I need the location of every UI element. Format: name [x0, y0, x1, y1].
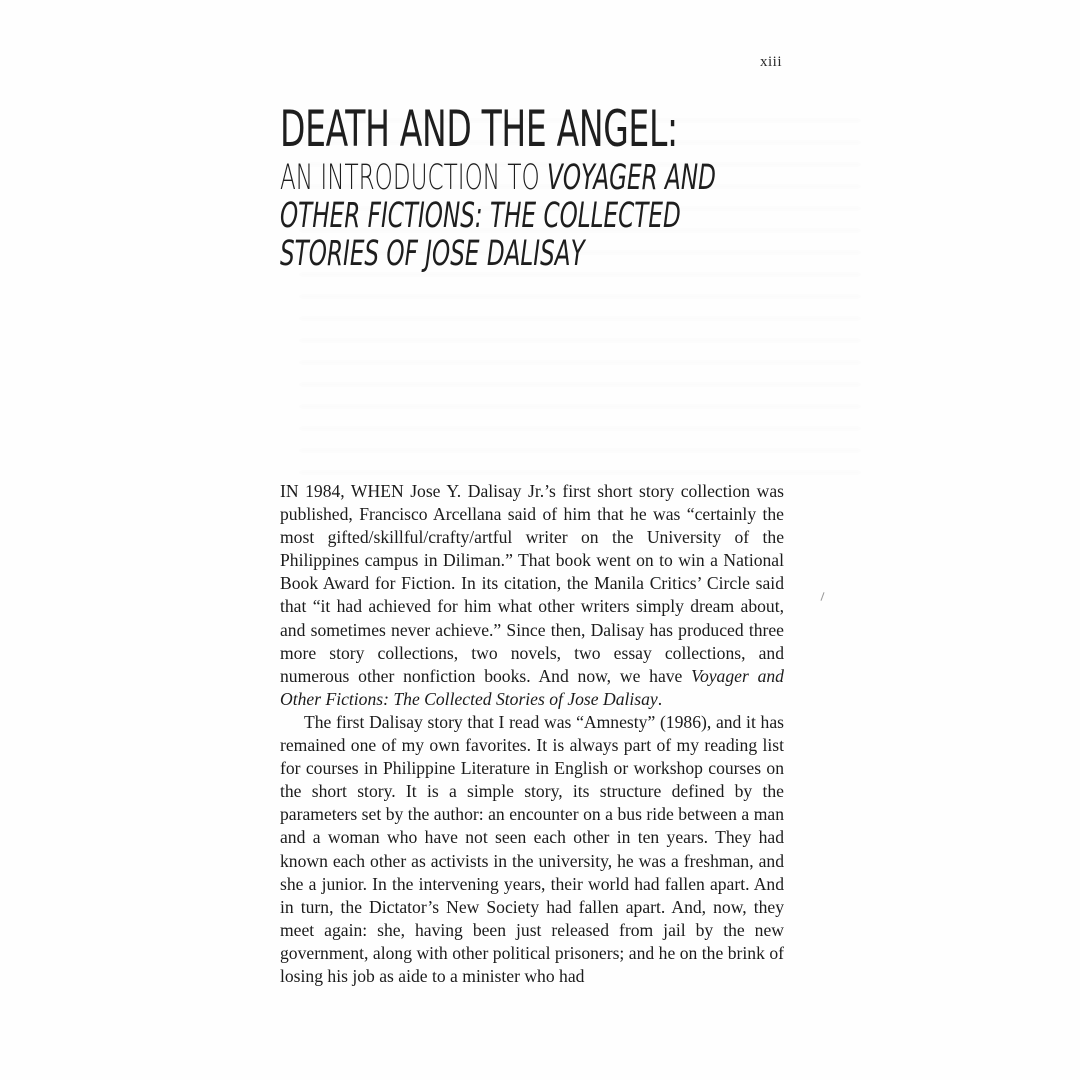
- paragraph-1-text: IN 1984, WHEN Jose Y. Dalisay Jr.’s first short story collection was published, Francisco Arcellana said of him that he was “certainly the most gifted/skillful/crafty/artful writer on the University of the Philippines campus in Diliman.” That book went on to win a National Book Award for Fiction. In its citation, the Manila Critics’ Circle said that “it had achieved for him what other writers simply dream about, and sometimes never achieve.” Since then, Dalisay has produced three more story collections, two novels, two essay collections, and numerous other nonfiction books. And now, we have: [280, 481, 784, 686]
- book-title-italic: Voyager and Other Fictions: The Collected Stories of Jose Dalisay: [280, 665, 784, 709]
- page-number: xiii: [760, 54, 783, 70]
- paragraph-2: The first Dalisay story that I read was “Amnesty” (1986), and it has remained one of my own favorites. It is always part of my reading list for courses in Philippine Literature in English or workshop courses on the short story. It is a simple story, its structure defined by the parameters set by the author: an encounter on a bus ride between a man and a woman who have not seen each other in ten years. They had known each other as activists in the university, he was a freshman, and she a junior. In the intervening years, their world had fallen apart. And in turn, the Dictator’s New Society had fallen apart. And, now, they meet again: she, having been just released from jail by the new government, along with other political prisoners; and he on the brink of losing his job as aide to a minister who had: [280, 711, 784, 986]
- chapter-subtitle-line-2: [280, 196, 681, 236]
- subtitle-italic-2: OTHER FICTIONS: THE COLLECTED: [280, 196, 681, 236]
- chapter-title: [280, 100, 800, 272]
- chapter-subtitle-line-3: [280, 236, 623, 272]
- chapter-title-main: DEATH AND THE ANGEL:: [280, 100, 678, 158]
- chapter-subtitle-line-1: [280, 158, 716, 198]
- subtitle-italic-1: VOYAGER AND: [547, 158, 716, 198]
- paragraph-1-end: .: [657, 688, 663, 709]
- stray-scan-mark: [820, 592, 824, 601]
- paragraph-1: [280, 480, 784, 711]
- body-text: [280, 480, 784, 988]
- subtitle-italic-3: STORIES OF JOSE DALISAY: [280, 234, 585, 274]
- subtitle-prefix: AN INTRODUCTION TO: [280, 158, 548, 198]
